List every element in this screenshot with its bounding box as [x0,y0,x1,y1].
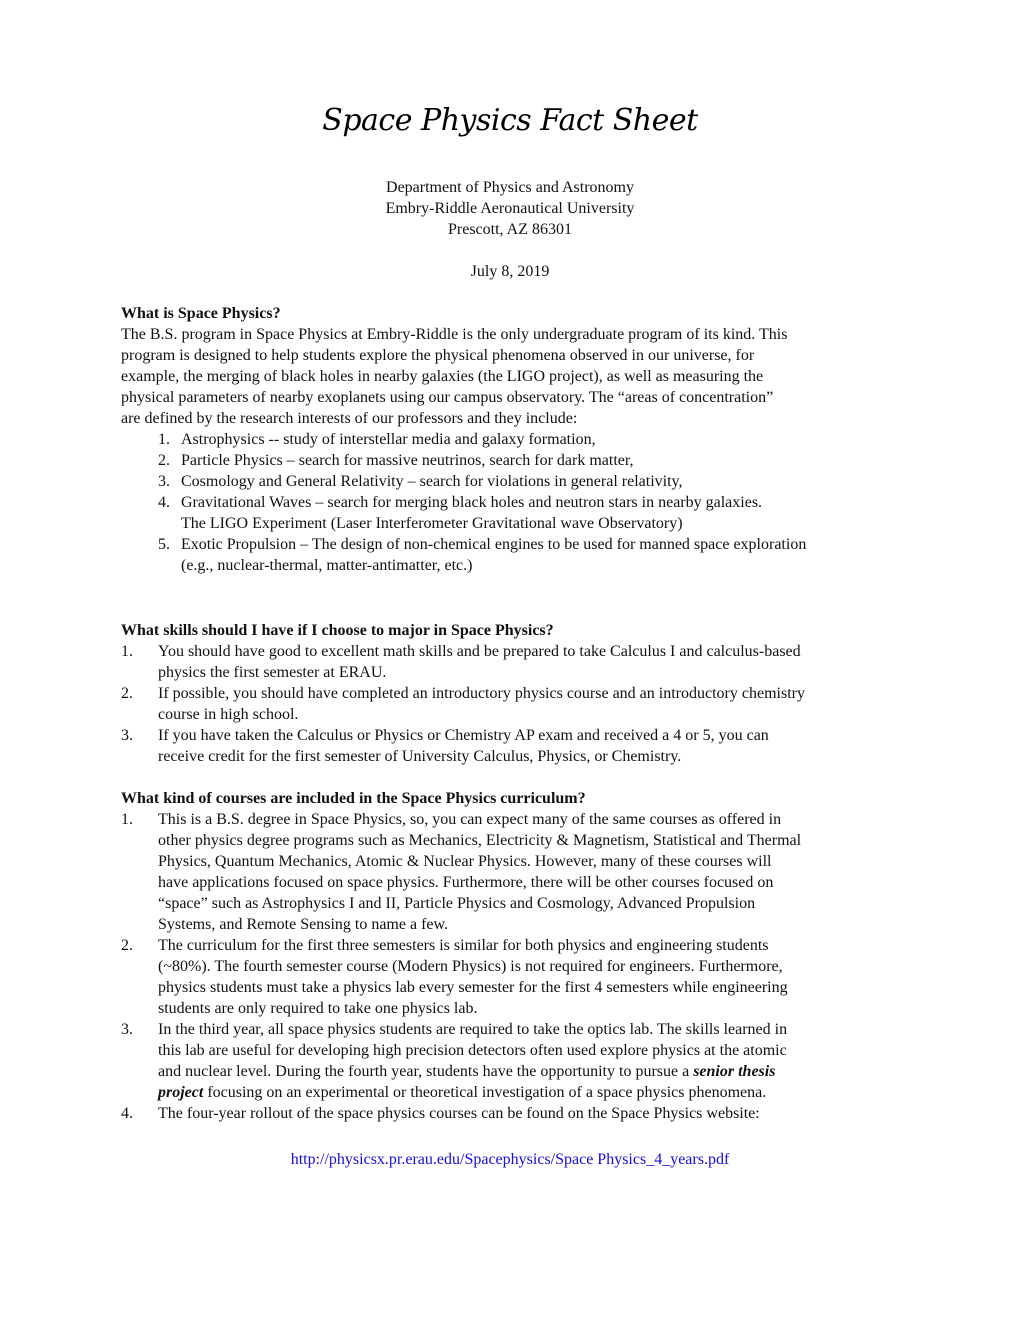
list-item [121,725,911,746]
section-heading: What kind of courses are included in the Space Physics curriculum? [121,790,586,807]
list-number: 2. [121,685,133,702]
list-item-continuation [121,830,911,851]
list-item [121,450,911,471]
list-item [121,641,911,662]
list-number: 1. [158,431,170,448]
list-text: other physics degree programs such as Mechanics, Electricity & Magnetism, Statistical and Thermal [158,832,802,849]
list-text: Gravitational Waves – search for merging black holes and neutron stars in nearby galaxies. [181,494,763,511]
section-heading: What is Space Physics? [121,305,281,322]
list-text: If possible, you should have completed an introductory physics course and an introductory chemistry [158,685,805,702]
list-text: this lab are useful for developing high precision detectors often used explore physics at the atomic [158,1042,787,1059]
list-item-continuation [121,704,911,725]
list-text-plain: focusing on an experimental or theoretical investigation of a space physics phenomena. [203,1084,767,1101]
list-text: “space” such as Astrophysics I and II, Particle Physics and Cosmology, Advanced Propulsion [158,895,756,912]
list-item-continuation [121,893,911,914]
page-title: Space Physics Fact Sheet [322,103,698,138]
list-text: students are only required to take one physics lab. [158,1000,478,1017]
list-number: 4. [121,1105,133,1122]
paragraph-line: physical parameters of nearby exoplanets using our campus observatory. The “areas of concentration” [121,389,774,406]
list-text: Astrophysics -- study of interstellar media and galaxy formation, [181,431,596,448]
emphasis-senior-thesis: senior thesis [693,1063,776,1080]
list-text-plain: and nuclear level. During the fourth year, students have the opportunity to pursue a [158,1063,694,1080]
list-item [121,429,911,450]
list-item [121,935,911,956]
paragraph-line: example, the merging of black holes in nearby galaxies (the LIGO project), as well as measuring the [121,368,764,385]
list-item-continuation [121,555,911,576]
list-item-continuation [121,1040,911,1061]
paragraph-line: program is designed to help students explore the physical phenomena observed in our universe, for [121,347,755,364]
list-item-continuation [121,977,911,998]
list-number: 3. [158,473,170,490]
list-item-continuation [121,956,911,977]
list-number: 3. [121,1021,133,1038]
list-item-continuation [121,914,911,935]
space-physics-website-link[interactable]: http://physicsx.pr.erau.edu/Spacephysics/Space Physics_4_years.pdf [290,1151,730,1168]
header-department: Department of Physics and Astronomy [386,179,634,196]
list-text: course in high school. [158,706,299,723]
emphasis-project: project [158,1084,204,1101]
list-text: The four-year rollout of the space physics courses can be found on the Space Physics website: [158,1105,760,1122]
list-item-continuation [121,851,911,872]
list-number: 1. [121,811,133,828]
list-item [121,1019,911,1040]
list-text: You should have good to excellent math skills and be prepared to take Calculus I and calculus-based [158,643,801,660]
list-item [121,683,911,704]
list-number: 5. [158,536,170,553]
list-text: Physics, Quantum Mechanics, Atomic & Nuclear Physics. However, many of these courses will [158,853,772,870]
section-what-is-space-physics [121,303,911,576]
list-text [158,1082,766,1103]
list-item [121,534,911,555]
list-text: In the third year, all space physics students are required to take the optics lab. The skills learned in [158,1021,788,1038]
list-item-continuation [121,998,911,1019]
list-item-continuation [121,1082,911,1103]
list-text: Cosmology and General Relativity – search for violations in general relativity, [181,473,683,490]
list-text: This is a B.S. degree in Space Physics, so, you can expect many of the same courses as offered in [158,811,782,828]
header-location: Prescott, AZ 86301 [448,221,572,238]
list-text: receive credit for the first semester of University Calculus, Physics, or Chemistry. [158,748,682,765]
list-text: (e.g., nuclear-thermal, matter-antimatter, etc.) [181,557,473,574]
list-number: 2. [121,937,133,954]
list-text: physics the first semester at ERAU. [158,664,387,681]
list-text: have applications focused on space physics. Furthermore, there will be other courses focused on [158,874,774,891]
list-number: 4. [158,494,170,511]
list-number: 3. [121,727,133,744]
header-date: July 8, 2019 [470,263,550,280]
list-item [121,471,911,492]
list-text: The curriculum for the first three semesters is similar for both physics and engineering students [158,937,769,954]
list-text: Systems, and Remote Sensing to name a few. [158,916,449,933]
list-item [121,809,911,830]
section-heading: What skills should I have if I choose to major in Space Physics? [121,622,554,639]
list-item-continuation [121,1061,911,1082]
list-text [158,1061,775,1082]
section-skills [121,620,911,767]
paragraph-line: are defined by the research interests of our professors and they include: [121,410,578,427]
list-item-continuation [121,513,911,534]
list-number: 2. [158,452,170,469]
list-item-continuation [121,872,911,893]
list-text: The LIGO Experiment (Laser Interferometer Gravitational wave Observatory) [181,515,683,532]
list-number: 1. [121,643,133,660]
list-item-continuation [121,662,911,683]
list-text: Exotic Propulsion – The design of non-chemical engines to be used for manned space exploration [181,536,807,553]
list-text: Particle Physics – search for massive neutrinos, search for dark matter, [181,452,634,469]
paragraph-line: The B.S. program in Space Physics at Embry-Riddle is the only undergraduate program of its kind. This [121,326,788,343]
section-courses [121,788,911,1124]
list-text: physics students must take a physics lab every semester for the first 4 semesters while engineering [158,979,788,996]
header-university: Embry-Riddle Aeronautical University [385,200,635,217]
list-text: (~80%). The fourth semester course (Modern Physics) is not required for engineers. Furthermore, [158,958,783,975]
list-item-continuation [121,746,911,767]
list-text: If you have taken the Calculus or Physics or Chemistry AP exam and received a 4 or 5, you can [158,727,769,744]
list-item [121,1103,911,1124]
list-item [121,492,911,513]
